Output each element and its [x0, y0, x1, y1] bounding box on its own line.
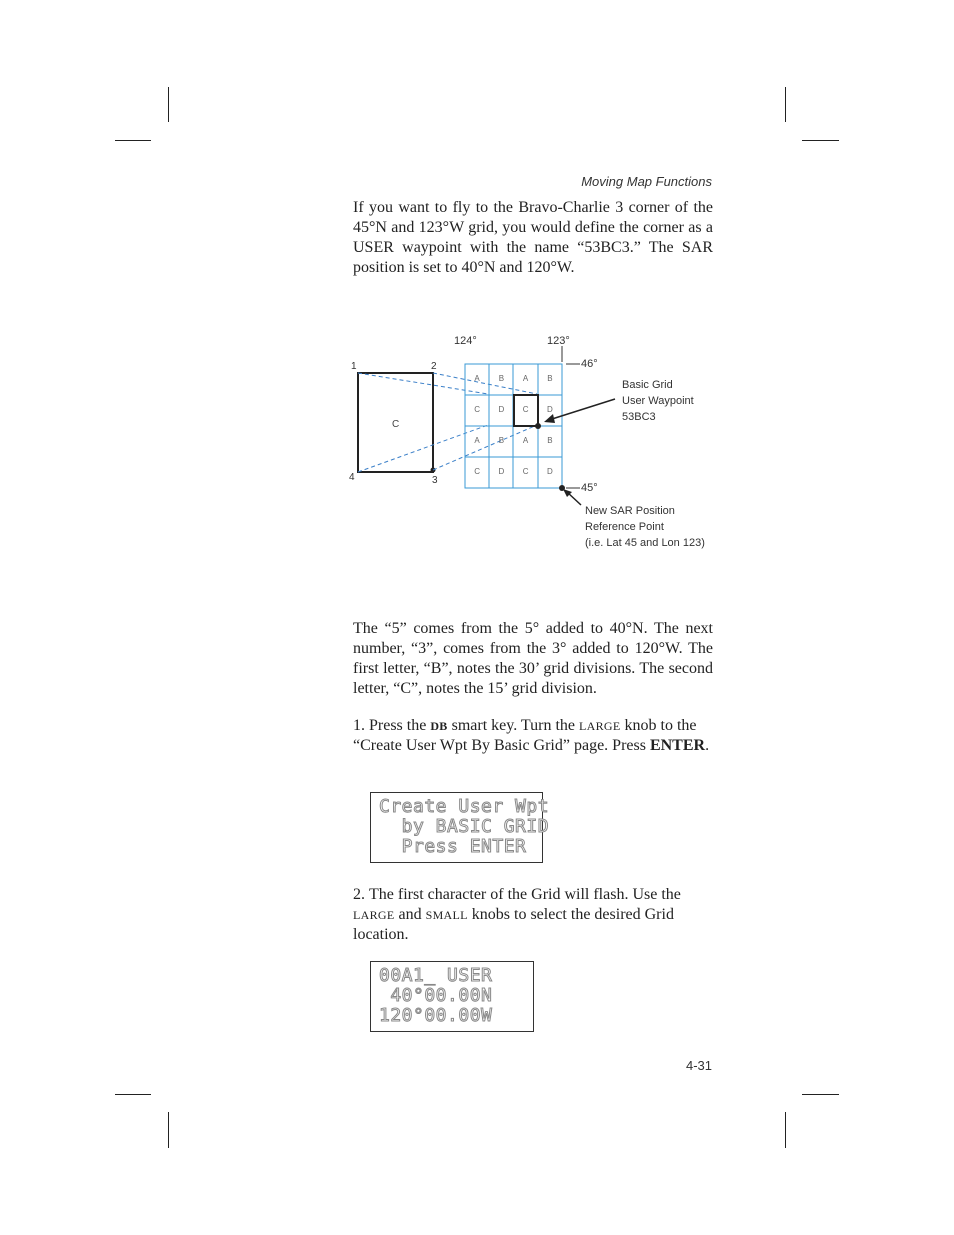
crop-mark — [168, 1112, 169, 1148]
crop-mark — [802, 140, 839, 141]
corner-4-label: 4 — [349, 472, 355, 483]
large-knob-label: LARGE — [579, 719, 621, 733]
grid-cell-letter: C — [474, 405, 480, 414]
grid-cell-letter: D — [547, 405, 553, 414]
lon-left-label: 124° — [454, 335, 477, 347]
grid-cell-letter: C — [522, 467, 529, 476]
lcd1-line-3: Press ENTER — [379, 836, 527, 857]
step-1-text-a: Press the — [369, 717, 431, 734]
grid-cell-letter: B — [547, 374, 553, 383]
step-1-text-b: smart key. Turn the — [447, 717, 580, 734]
crop-mark — [168, 87, 169, 122]
waypoint-arrow-head — [544, 414, 555, 423]
waypoint-dot — [535, 423, 541, 429]
waypoint-arrow-line — [552, 399, 615, 419]
step-2-text-c: knobs to select the desired Grid location. — [353, 906, 674, 943]
step-1-text-d: . — [705, 737, 710, 754]
grid-cell-letter: A — [474, 436, 480, 445]
grid-cell-letter: A — [522, 374, 529, 383]
corner-1-label: 1 — [351, 361, 357, 372]
grid-cell-letter: D — [498, 405, 505, 414]
grid-cell-letter: B — [498, 436, 505, 445]
lcd2-line-1: 00A1_ USER — [379, 965, 493, 986]
callout-waypoint-line1: Basic Grid — [622, 379, 673, 391]
step-1-text-c: knob to the “Create User Wpt By Basic Grid” page. Press — [353, 717, 697, 754]
inset-letter: C — [392, 419, 400, 430]
enter-key-label: ENTER — [649, 737, 706, 754]
step-1-number: 1. — [353, 717, 365, 734]
step-2-number: 2. — [353, 886, 365, 903]
grid-cell-letter: B — [498, 374, 505, 383]
intro-paragraph: If you want to fly to the Bravo-Charlie 3 corner of the 45°N and 123°W grid, you would define the corner as a USER waypoint with the name “53BC3.” The SAR position is set to 40°N and 120°W. — [353, 199, 713, 276]
lcd1-line-2: by BASIC GRID — [379, 816, 550, 837]
lcd1-line-1: Create User Wpt — [379, 796, 550, 817]
lcd2-line-3: 120°00.00W — [379, 1005, 493, 1026]
corner-3-label: 3 — [432, 475, 438, 486]
small-knob-label: SMALL — [425, 908, 468, 922]
explanation-paragraph: The “5” comes from the 5° added to 40°N. The next number, “3”, comes from the 3° added to 120°W. The first letter, “B”, notes the 30’ grid divisions. The second letter, “C”, notes the 15’ grid division. — [353, 620, 713, 697]
callout-sar-line1: New SAR Position — [585, 505, 675, 517]
lat-top-label: 46° — [581, 358, 598, 370]
grid-cell-letter: C — [474, 467, 480, 476]
step-1 — [353, 716, 713, 756]
page-number: 4-31 — [685, 1058, 712, 1073]
grid-cell-letter: D — [498, 467, 505, 476]
db-key-label: DB — [430, 719, 448, 733]
section-header: Moving Map Functions — [581, 174, 712, 189]
grid-cell-letter: C — [522, 405, 529, 414]
callout-sar-line3: (i.e. Lat 45 and Lon 123) — [585, 537, 705, 549]
crop-mark — [115, 140, 151, 141]
callout-sar-line2: Reference Point — [585, 521, 664, 533]
grid-cell-letter: A — [522, 436, 529, 445]
grid-cell-letter: A — [474, 374, 480, 383]
large-knob-label-2: LARGE — [353, 908, 395, 922]
step-2-text-a: The first character of the Grid will flash. Use the — [369, 886, 681, 903]
corner-2-label: 2 — [431, 361, 437, 372]
lcd-grid-entry — [370, 961, 534, 1032]
crop-mark — [785, 1112, 786, 1148]
crop-mark — [802, 1094, 839, 1095]
grid-cell-letter: B — [547, 436, 553, 445]
step-2 — [353, 885, 713, 945]
lcd2-line-2: 40°00.00N — [379, 985, 493, 1006]
crop-mark — [785, 87, 786, 122]
crop-mark — [115, 1094, 151, 1095]
callout-waypoint-line2: User Waypoint — [622, 395, 694, 407]
step-2-text-b: and — [394, 906, 426, 923]
grid-cell-letter: D — [547, 467, 553, 476]
lat-bottom-label: 45° — [581, 482, 598, 494]
lcd-create-user-wpt — [370, 792, 550, 863]
lon-right-label: 123° — [547, 335, 570, 347]
grid-diagram — [340, 325, 730, 555]
callout-waypoint-line3: 53BC3 — [622, 411, 656, 423]
